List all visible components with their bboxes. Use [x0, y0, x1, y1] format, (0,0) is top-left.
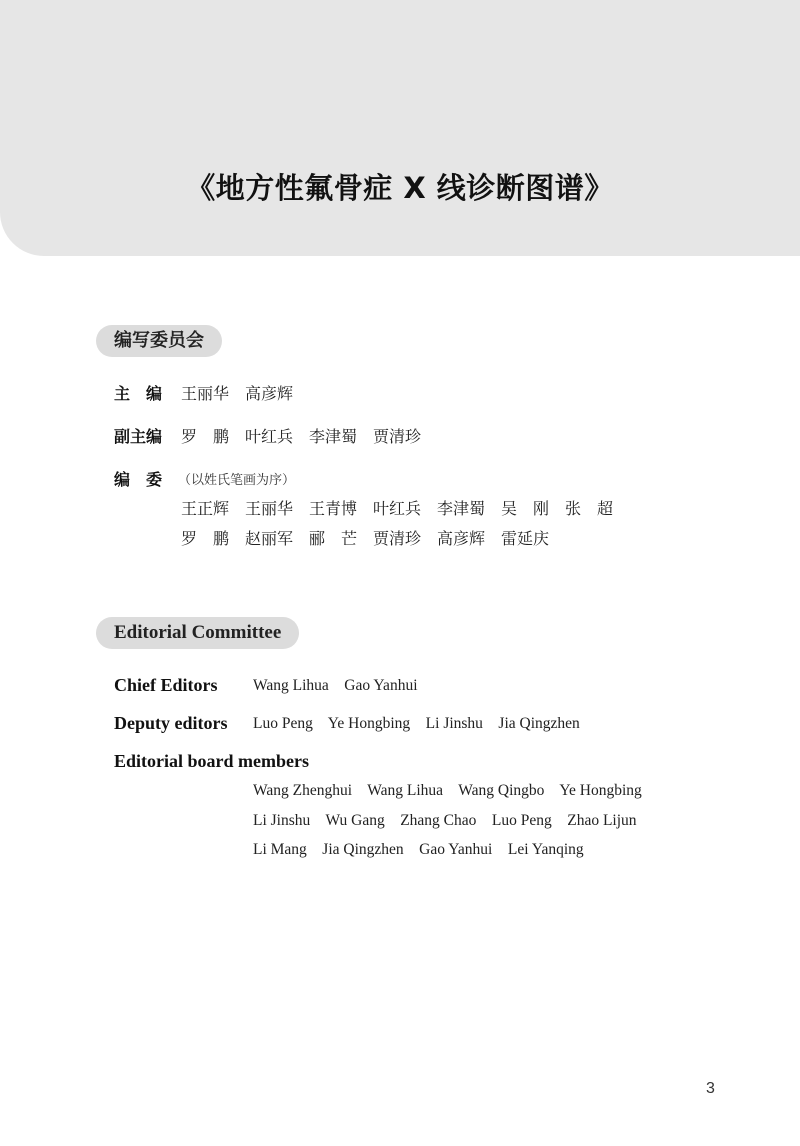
book-title: 《地方性氟骨症 X 线诊断图谱》	[186, 171, 614, 205]
chief-editors-label-cn: 主 编	[114, 384, 163, 403]
board-members-line-2-cn: 罗 鹏 赵丽军 郦 芒 贾清珍 高彦辉 雷延庆	[181, 529, 550, 548]
chief-editors-label-en: Chief Editors	[114, 675, 218, 695]
deputy-editors-names-cn: 罗 鹏 叶红兵 李津蜀 贾清珍	[181, 427, 422, 446]
deputy-editors-label-en: Deputy editors	[114, 713, 228, 733]
board-members-label-cn: 编 委	[114, 470, 163, 489]
board-members-line-1-cn: 王正辉 王丽华 王青博 叶红兵 李津蜀 吴 刚 张 超	[181, 499, 614, 518]
board-members-line-1-en: Wang Zhenghui Wang Lihua Wang Qingbo Ye Hongbing	[253, 782, 642, 799]
page-number: 3	[706, 1080, 715, 1097]
section-heading-cn: 编写委员会	[96, 325, 222, 357]
board-members-line-3-en: Li Mang Jia Qingzhen Gao Yanhui Lei Yanqing	[253, 841, 584, 858]
board-members-order-note: （以姓氏笔画为序）	[178, 473, 296, 488]
deputy-editors-label-cn: 副主编	[114, 427, 163, 446]
title-banner	[0, 0, 800, 256]
chief-editors-names-cn: 王丽华 高彦辉	[181, 384, 294, 403]
chief-editors-names-en: Wang Lihua Gao Yanhui	[253, 677, 418, 694]
board-members-line-2-en: Li Jinshu Wu Gang Zhang Chao Luo Peng Zhao Lijun	[253, 812, 637, 829]
board-members-label-en: Editorial board members	[114, 751, 309, 771]
deputy-editors-names-en: Luo Peng Ye Hongbing Li Jinshu Jia Qingzhen	[253, 715, 580, 732]
section-heading-en: Editorial Committee	[96, 617, 299, 649]
